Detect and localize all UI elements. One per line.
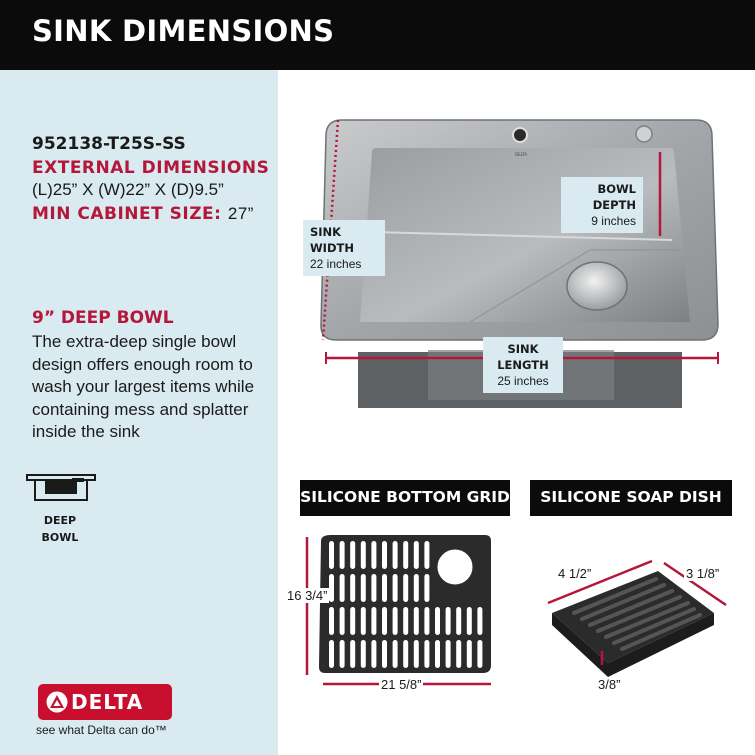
feature-title: 9” DEEP BOWL xyxy=(32,308,174,328)
deep-bowl-label: DEEP BOWL xyxy=(41,514,79,544)
deep-bowl-icon xyxy=(26,470,96,510)
page-title: SINK DIMENSIONS xyxy=(32,14,335,48)
brand-tagline: see what Delta can do™ xyxy=(36,723,167,737)
soap-dish-heading: SILICONE SOAP DISH xyxy=(530,480,732,516)
min-cabinet-size xyxy=(32,204,254,224)
feature-description: The extra-deep single bowl design offers enough room to wash your largest items while containing mess and splatter inside the sink xyxy=(32,332,255,441)
delta-logo xyxy=(38,684,172,720)
page-header xyxy=(0,0,755,70)
sink-brand-mark: DELTA xyxy=(515,152,528,157)
soap-width-label: 3 1/8” xyxy=(686,566,720,581)
model-number: 952138-T25S-SS xyxy=(32,134,186,154)
external-dimensions-value: (L)25” X (W)22” X (D)9.5” xyxy=(32,180,224,199)
min-cabinet-value: 27” xyxy=(227,204,254,223)
min-cabinet-label: MIN CABINET SIZE: xyxy=(32,204,222,224)
soap-height-label: 3/8” xyxy=(598,677,621,692)
bottom-grid-heading: SILICONE BOTTOM GRID xyxy=(300,480,510,516)
delta-triangle-icon xyxy=(46,691,68,713)
grid-height-label: 16 3/4” xyxy=(287,588,328,603)
sink-width-callout: SINK WIDTH 22 inches xyxy=(303,220,385,276)
external-dimensions-label: EXTERNAL DIMENSIONS xyxy=(32,158,270,178)
sink-length-callout: SINK LENGTH 25 inches xyxy=(483,337,563,393)
soap-length-label: 4 1/2” xyxy=(558,566,592,581)
grid-width-label: 21 5/8” xyxy=(381,677,422,692)
delta-logo-text: DELTA xyxy=(71,690,144,714)
bowl-depth-callout: BOWL DEPTH 9 inches xyxy=(561,177,643,233)
